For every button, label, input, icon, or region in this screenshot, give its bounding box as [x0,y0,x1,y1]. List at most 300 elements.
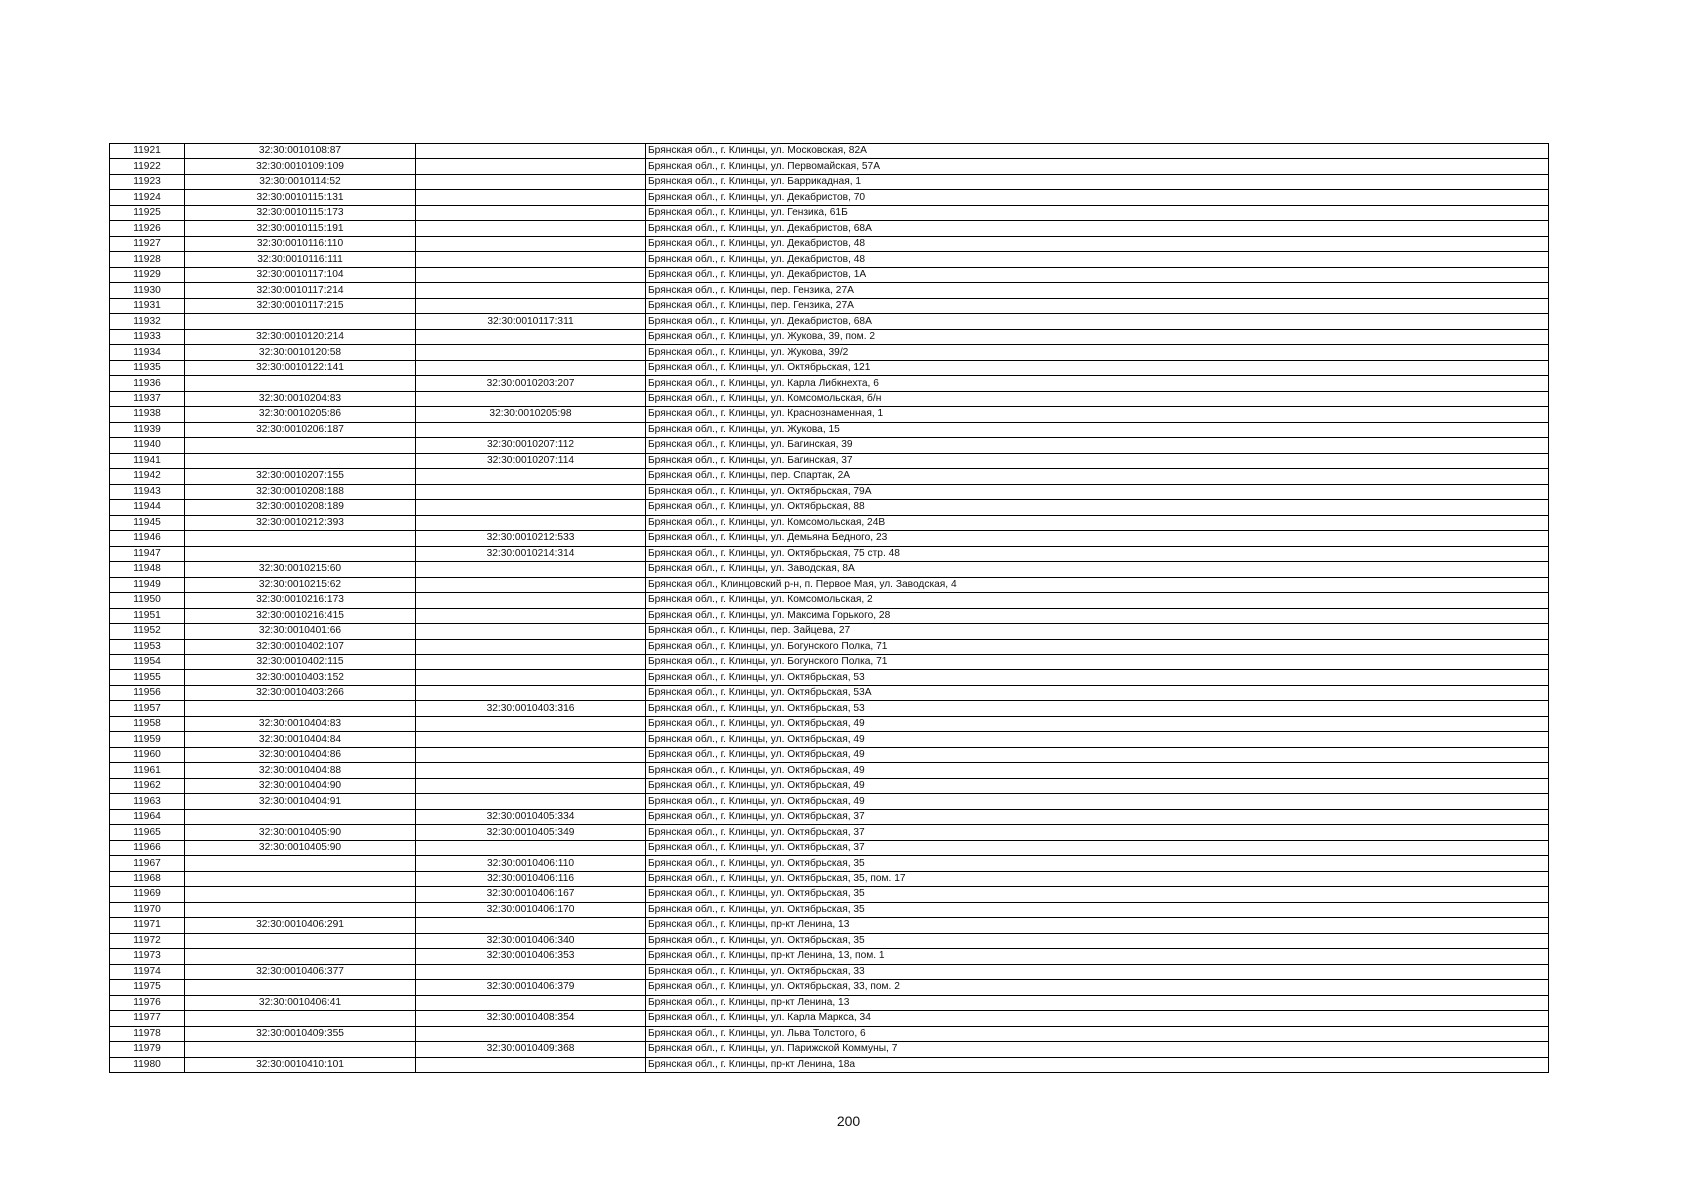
cadastral-number-cell: 32:30:0010404:86 [185,747,416,762]
cadastral-number-cell: 32:30:0010122:141 [185,360,416,375]
cadastral-number-cell: 32:30:0010115:173 [185,205,416,220]
cadastral-number-cell: 32:30:0010403:152 [185,670,416,685]
cadastral-number-cell: 32:30:0010409:355 [185,1026,416,1041]
address-cell: Брянская обл., г. Клинцы, пр-кт Ленина, 18а [646,1057,1549,1072]
table-row [110,298,1549,313]
address-cell: Брянская обл., г. Клинцы, ул. Октябрьская, 121 [646,360,1549,375]
related-cadastral-number-cell [416,840,646,855]
related-cadastral-number-cell [416,469,646,484]
cadastral-number-cell [185,531,416,546]
row-number-cell: 11947 [110,546,185,561]
row-number-cell: 11929 [110,267,185,282]
cadastral-number-cell [185,453,416,468]
cadastral-number-cell: 32:30:0010108:87 [185,144,416,159]
registry-table [109,143,1549,1073]
related-cadastral-number-cell [416,236,646,251]
address-cell: Брянская обл., г. Клинцы, ул. Карла Маркса, 34 [646,1011,1549,1026]
table-row [110,577,1549,592]
row-number-cell: 11956 [110,685,185,700]
row-number-cell: 11952 [110,624,185,639]
address-cell: Брянская обл., г. Клинцы, ул. Октябрьская, 35 [646,902,1549,917]
related-cadastral-number-cell: 32:30:0010409:368 [416,1042,646,1057]
related-cadastral-number-cell [416,484,646,499]
cadastral-number-cell: 32:30:0010115:191 [185,221,416,236]
address-cell: Брянская обл., г. Клинцы, ул. Комсомольская, 2 [646,593,1549,608]
table-row [110,809,1549,824]
row-number-cell: 11944 [110,500,185,515]
address-cell: Брянская обл., г. Клинцы, ул. Декабристов, 48 [646,236,1549,251]
address-cell: Брянская обл., г. Клинцы, ул. Льва Толстого, 6 [646,1026,1549,1041]
row-number-cell: 11939 [110,422,185,437]
cadastral-number-cell [185,438,416,453]
row-number-cell: 11966 [110,840,185,855]
table-row [110,438,1549,453]
table-row [110,964,1549,979]
row-number-cell: 11931 [110,298,185,313]
related-cadastral-number-cell: 32:30:0010406:167 [416,887,646,902]
address-cell: Брянская обл., г. Клинцы, ул. Комсомольская, 24В [646,515,1549,530]
table-row [110,453,1549,468]
related-cadastral-number-cell [416,670,646,685]
address-cell: Брянская обл., г. Клинцы, ул. Московская, 82А [646,144,1549,159]
table-row [110,174,1549,189]
address-cell: Брянская обл., г. Клинцы, ул. Октябрьская, 35 [646,887,1549,902]
address-cell: Брянская обл., г. Клинцы, ул. Парижской Коммуны, 7 [646,1042,1549,1057]
related-cadastral-number-cell [416,577,646,592]
cadastral-number-cell: 32:30:0010116:111 [185,252,416,267]
cadastral-number-cell: 32:30:0010215:62 [185,577,416,592]
table-row [110,747,1549,762]
row-number-cell: 11971 [110,918,185,933]
table-row [110,205,1549,220]
table-row [110,701,1549,716]
related-cadastral-number-cell: 32:30:0010117:311 [416,314,646,329]
row-number-cell: 11965 [110,825,185,840]
related-cadastral-number-cell [416,500,646,515]
row-number-cell: 11941 [110,453,185,468]
address-cell: Брянская обл., г. Клинцы, ул. Октябрьская, 49 [646,732,1549,747]
row-number-cell: 11948 [110,562,185,577]
table-row [110,515,1549,530]
address-cell: Брянская обл., г. Клинцы, ул. Декабристов, 1А [646,267,1549,282]
related-cadastral-number-cell [416,1026,646,1041]
address-cell: Брянская обл., г. Клинцы, ул. Комсомольская, б/н [646,391,1549,406]
table-row [110,376,1549,391]
address-cell: Брянская обл., г. Клинцы, ул. Октябрьская, 49 [646,794,1549,809]
row-number-cell: 11977 [110,1011,185,1026]
table-row [110,794,1549,809]
cadastral-number-cell: 32:30:0010404:83 [185,716,416,731]
related-cadastral-number-cell [416,345,646,360]
table-row [110,329,1549,344]
row-number-cell: 11921 [110,144,185,159]
cadastral-number-cell: 32:30:0010404:84 [185,732,416,747]
table-row [110,484,1549,499]
table-row [110,825,1549,840]
related-cadastral-number-cell [416,221,646,236]
cadastral-number-cell: 32:30:0010208:189 [185,500,416,515]
cadastral-number-cell [185,949,416,964]
row-number-cell: 11969 [110,887,185,902]
related-cadastral-number-cell [416,360,646,375]
row-number-cell: 11932 [110,314,185,329]
table-row [110,856,1549,871]
row-number-cell: 11967 [110,856,185,871]
related-cadastral-number-cell [416,267,646,282]
table-row [110,918,1549,933]
cadastral-number-cell: 32:30:0010216:173 [185,593,416,608]
related-cadastral-number-cell: 32:30:0010205:98 [416,407,646,422]
table-row [110,654,1549,669]
row-number-cell: 11961 [110,763,185,778]
cadastral-number-cell: 32:30:0010410:101 [185,1057,416,1072]
address-cell: Брянская обл., г. Клинцы, пр-кт Ленина, 13 [646,995,1549,1010]
related-cadastral-number-cell: 32:30:0010203:207 [416,376,646,391]
cadastral-number-cell: 32:30:0010216:415 [185,608,416,623]
address-cell: Брянская обл., г. Клинцы, пер. Гензика, 27А [646,283,1549,298]
table-row [110,608,1549,623]
row-number-cell: 11927 [110,236,185,251]
related-cadastral-number-cell [416,515,646,530]
address-cell: Брянская обл., г. Клинцы, ул. Заводская, 8А [646,562,1549,577]
address-cell: Брянская обл., г. Клинцы, ул. Карла Либкнехта, 6 [646,376,1549,391]
table-row [110,469,1549,484]
cadastral-number-cell [185,701,416,716]
row-number-cell: 11943 [110,484,185,499]
address-cell: Брянская обл., г. Клинцы, ул. Октябрьская, 35 [646,933,1549,948]
address-cell: Брянская обл., г. Клинцы, ул. Октябрьская, 49 [646,778,1549,793]
related-cadastral-number-cell [416,593,646,608]
row-number-cell: 11942 [110,469,185,484]
row-number-cell: 11935 [110,360,185,375]
row-number-cell: 11968 [110,871,185,886]
row-number-cell: 11962 [110,778,185,793]
table-row [110,407,1549,422]
related-cadastral-number-cell [416,624,646,639]
related-cadastral-number-cell: 32:30:0010405:334 [416,809,646,824]
address-cell: Брянская обл., г. Клинцы, ул. Декабристов, 68А [646,314,1549,329]
table-row [110,871,1549,886]
address-cell: Брянская обл., г. Клинцы, ул. Октябрьская, 35, пом. 17 [646,871,1549,886]
table-row [110,763,1549,778]
table-row [110,980,1549,995]
table-row [110,778,1549,793]
table-row [110,252,1549,267]
table-row [110,360,1549,375]
table-row [110,949,1549,964]
row-number-cell: 11960 [110,747,185,762]
row-number-cell: 11922 [110,159,185,174]
address-cell: Брянская обл., г. Клинцы, ул. Краснознаменная, 1 [646,407,1549,422]
cadastral-number-cell: 32:30:0010116:110 [185,236,416,251]
cadastral-number-cell: 32:30:0010206:187 [185,422,416,437]
row-number-cell: 11979 [110,1042,185,1057]
table-row [110,840,1549,855]
address-cell: Брянская обл., г. Клинцы, пер. Гензика, 27А [646,298,1549,313]
cadastral-number-cell: 32:30:0010406:377 [185,964,416,979]
cadastral-number-cell: 32:30:0010109:109 [185,159,416,174]
row-number-cell: 11946 [110,531,185,546]
related-cadastral-number-cell: 32:30:0010403:316 [416,701,646,716]
address-cell: Брянская обл., г. Клинцы, ул. Октябрьская, 79А [646,484,1549,499]
table-row [110,995,1549,1010]
row-number-cell: 11924 [110,190,185,205]
row-number-cell: 11958 [110,716,185,731]
row-number-cell: 11930 [110,283,185,298]
related-cadastral-number-cell [416,794,646,809]
table-row [110,422,1549,437]
table-row [110,685,1549,700]
cadastral-number-cell [185,809,416,824]
address-cell: Брянская обл., г. Клинцы, ул. Октябрьская, 53А [646,685,1549,700]
cadastral-number-cell: 32:30:0010114:52 [185,174,416,189]
address-cell: Брянская обл., г. Клинцы, ул. Гензика, 61Б [646,205,1549,220]
related-cadastral-number-cell [416,252,646,267]
table-row [110,670,1549,685]
table-row [110,144,1549,159]
cadastral-number-cell: 32:30:0010208:188 [185,484,416,499]
address-cell: Брянская обл., г. Клинцы, ул. Октябрьская, 37 [646,840,1549,855]
row-number-cell: 11964 [110,809,185,824]
cadastral-number-cell: 32:30:0010117:104 [185,267,416,282]
cadastral-number-cell: 32:30:0010402:115 [185,654,416,669]
row-number-cell: 11963 [110,794,185,809]
related-cadastral-number-cell: 32:30:0010408:354 [416,1011,646,1026]
cadastral-number-cell: 32:30:0010406:291 [185,918,416,933]
related-cadastral-number-cell [416,778,646,793]
address-cell: Брянская обл., г. Клинцы, ул. Октябрьская, 37 [646,825,1549,840]
cadastral-number-cell [185,1042,416,1057]
related-cadastral-number-cell [416,283,646,298]
address-cell: Брянская обл., г. Клинцы, ул. Октябрьская, 53 [646,670,1549,685]
related-cadastral-number-cell [416,298,646,313]
related-cadastral-number-cell: 32:30:0010406:379 [416,980,646,995]
row-number-cell: 11975 [110,980,185,995]
address-cell: Брянская обл., г. Клинцы, ул. Октябрьская, 49 [646,716,1549,731]
cadastral-number-cell: 32:30:0010215:60 [185,562,416,577]
table-row [110,933,1549,948]
related-cadastral-number-cell [416,763,646,778]
related-cadastral-number-cell [416,918,646,933]
table-row [110,562,1549,577]
cadastral-number-cell: 32:30:0010405:90 [185,825,416,840]
address-cell: Брянская обл., г. Клинцы, ул. Октябрьская, 53 [646,701,1549,716]
registry-table-body [110,144,1549,1073]
address-cell: Брянская обл., г. Клинцы, ул. Жукова, 15 [646,422,1549,437]
address-cell: Брянская обл., Клинцовский р-н, п. Первое Мая, ул. Заводская, 4 [646,577,1549,592]
related-cadastral-number-cell: 32:30:0010207:112 [416,438,646,453]
cadastral-number-cell: 32:30:0010207:155 [185,469,416,484]
row-number-cell: 11940 [110,438,185,453]
address-cell: Брянская обл., г. Клинцы, ул. Максима Горького, 28 [646,608,1549,623]
address-cell: Брянская обл., г. Клинцы, ул. Октябрьская, 35 [646,856,1549,871]
related-cadastral-number-cell [416,562,646,577]
row-number-cell: 11970 [110,902,185,917]
related-cadastral-number-cell [416,159,646,174]
address-cell: Брянская обл., г. Клинцы, ул. Октябрьская, 49 [646,747,1549,762]
address-cell: Брянская обл., г. Клинцы, ул. Октябрьская, 37 [646,809,1549,824]
address-cell: Брянская обл., г. Клинцы, ул. Богунского Полка, 71 [646,654,1549,669]
row-number-cell: 11926 [110,221,185,236]
cadastral-number-cell: 32:30:0010117:214 [185,283,416,298]
related-cadastral-number-cell [416,716,646,731]
related-cadastral-number-cell [416,964,646,979]
address-cell: Брянская обл., г. Клинцы, пр-кт Ленина, 13, пом. 1 [646,949,1549,964]
address-cell: Брянская обл., г. Клинцы, ул. Багинская, 39 [646,438,1549,453]
table-row [110,639,1549,654]
table-row [110,902,1549,917]
table-row [110,159,1549,174]
related-cadastral-number-cell [416,1057,646,1072]
cadastral-number-cell: 32:30:0010403:266 [185,685,416,700]
related-cadastral-number-cell: 32:30:0010405:349 [416,825,646,840]
cadastral-number-cell: 32:30:0010120:214 [185,329,416,344]
row-number-cell: 11937 [110,391,185,406]
table-row [110,391,1549,406]
address-cell: Брянская обл., г. Клинцы, ул. Октябрьская, 88 [646,500,1549,515]
address-cell: Брянская обл., г. Клинцы, ул. Декабристов, 48 [646,252,1549,267]
table-row [110,500,1549,515]
cadastral-number-cell: 32:30:0010405:90 [185,840,416,855]
address-cell: Брянская обл., г. Клинцы, ул. Жукова, 39/2 [646,345,1549,360]
cadastral-number-cell: 32:30:0010204:83 [185,391,416,406]
cadastral-number-cell [185,902,416,917]
row-number-cell: 11980 [110,1057,185,1072]
cadastral-number-cell: 32:30:0010406:41 [185,995,416,1010]
related-cadastral-number-cell [416,608,646,623]
related-cadastral-number-cell [416,995,646,1010]
row-number-cell: 11934 [110,345,185,360]
address-cell: Брянская обл., г. Клинцы, пр-кт Ленина, 13 [646,918,1549,933]
address-cell: Брянская обл., г. Клинцы, ул. Демьяна Бедного, 23 [646,531,1549,546]
related-cadastral-number-cell: 32:30:0010207:114 [416,453,646,468]
address-cell: Брянская обл., г. Клинцы, ул. Декабристов, 70 [646,190,1549,205]
row-number-cell: 11951 [110,608,185,623]
cadastral-number-cell: 32:30:0010120:58 [185,345,416,360]
related-cadastral-number-cell [416,422,646,437]
table-row [110,190,1549,205]
table-row [110,1057,1549,1072]
cadastral-number-cell [185,1011,416,1026]
table-row [110,1026,1549,1041]
cadastral-number-cell [185,933,416,948]
row-number-cell: 11972 [110,933,185,948]
table-row [110,624,1549,639]
cadastral-number-cell [185,546,416,561]
cadastral-number-cell [185,376,416,391]
cadastral-number-cell: 32:30:0010401:66 [185,624,416,639]
table-row [110,1011,1549,1026]
cadastral-number-cell: 32:30:0010212:393 [185,515,416,530]
related-cadastral-number-cell [416,190,646,205]
table-row [110,267,1549,282]
cadastral-number-cell: 32:30:0010117:215 [185,298,416,313]
row-number-cell: 11949 [110,577,185,592]
related-cadastral-number-cell: 32:30:0010406:340 [416,933,646,948]
cadastral-number-cell [185,980,416,995]
row-number-cell: 11945 [110,515,185,530]
related-cadastral-number-cell [416,747,646,762]
cadastral-number-cell [185,856,416,871]
cadastral-number-cell: 32:30:0010402:107 [185,639,416,654]
row-number-cell: 11923 [110,174,185,189]
table-row [110,887,1549,902]
address-cell: Брянская обл., г. Клинцы, ул. Богунского Полка, 71 [646,639,1549,654]
table-row [110,531,1549,546]
cadastral-number-cell [185,871,416,886]
row-number-cell: 11957 [110,701,185,716]
cadastral-number-cell: 32:30:0010404:88 [185,763,416,778]
address-cell: Брянская обл., г. Клинцы, пер. Зайцева, 27 [646,624,1549,639]
address-cell: Брянская обл., г. Клинцы, ул. Первомайская, 57А [646,159,1549,174]
table-row [110,283,1549,298]
cadastral-number-cell: 32:30:0010404:91 [185,794,416,809]
related-cadastral-number-cell: 32:30:0010406:116 [416,871,646,886]
row-number-cell: 11925 [110,205,185,220]
address-cell: Брянская обл., г. Клинцы, ул. Октябрьская, 75 стр. 48 [646,546,1549,561]
row-number-cell: 11950 [110,593,185,608]
row-number-cell: 11954 [110,654,185,669]
row-number-cell: 11938 [110,407,185,422]
address-cell: Брянская обл., г. Клинцы, ул. Декабристов, 68А [646,221,1549,236]
address-cell: Брянская обл., г. Клинцы, ул. Октябрьская, 33 [646,964,1549,979]
row-number-cell: 11978 [110,1026,185,1041]
address-cell: Брянская обл., г. Клинцы, ул. Октябрьская, 49 [646,763,1549,778]
table-row [110,546,1549,561]
table-row [110,221,1549,236]
related-cadastral-number-cell [416,732,646,747]
cadastral-number-cell: 32:30:0010205:86 [185,407,416,422]
related-cadastral-number-cell [416,329,646,344]
page-number: 200 [836,1113,861,1129]
row-number-cell: 11953 [110,639,185,654]
related-cadastral-number-cell [416,654,646,669]
related-cadastral-number-cell [416,639,646,654]
related-cadastral-number-cell: 32:30:0010214:314 [416,546,646,561]
address-cell: Брянская обл., г. Клинцы, ул. Багинская, 37 [646,453,1549,468]
address-cell: Брянская обл., г. Клинцы, пер. Спартак, 2А [646,469,1549,484]
address-cell: Брянская обл., г. Клинцы, ул. Жукова, 39, пом. 2 [646,329,1549,344]
row-number-cell: 11955 [110,670,185,685]
address-cell: Брянская обл., г. Клинцы, ул. Баррикадная, 1 [646,174,1549,189]
table-row [110,345,1549,360]
row-number-cell: 11976 [110,995,185,1010]
related-cadastral-number-cell [416,685,646,700]
related-cadastral-number-cell [416,144,646,159]
table-row [110,314,1549,329]
related-cadastral-number-cell: 32:30:0010406:170 [416,902,646,917]
cadastral-number-cell [185,887,416,902]
address-cell: Брянская обл., г. Клинцы, ул. Октябрьская, 33, пом. 2 [646,980,1549,995]
row-number-cell: 11973 [110,949,185,964]
table-row [110,716,1549,731]
table-row [110,732,1549,747]
row-number-cell: 11933 [110,329,185,344]
row-number-cell: 11959 [110,732,185,747]
related-cadastral-number-cell [416,205,646,220]
related-cadastral-number-cell: 32:30:0010406:110 [416,856,646,871]
cadastral-number-cell: 32:30:0010115:131 [185,190,416,205]
row-number-cell: 11936 [110,376,185,391]
related-cadastral-number-cell [416,174,646,189]
table-row [110,236,1549,251]
related-cadastral-number-cell: 32:30:0010212:533 [416,531,646,546]
related-cadastral-number-cell: 32:30:0010406:353 [416,949,646,964]
table-row [110,1042,1549,1057]
table-row [110,593,1549,608]
cadastral-number-cell [185,314,416,329]
cadastral-number-cell: 32:30:0010404:90 [185,778,416,793]
